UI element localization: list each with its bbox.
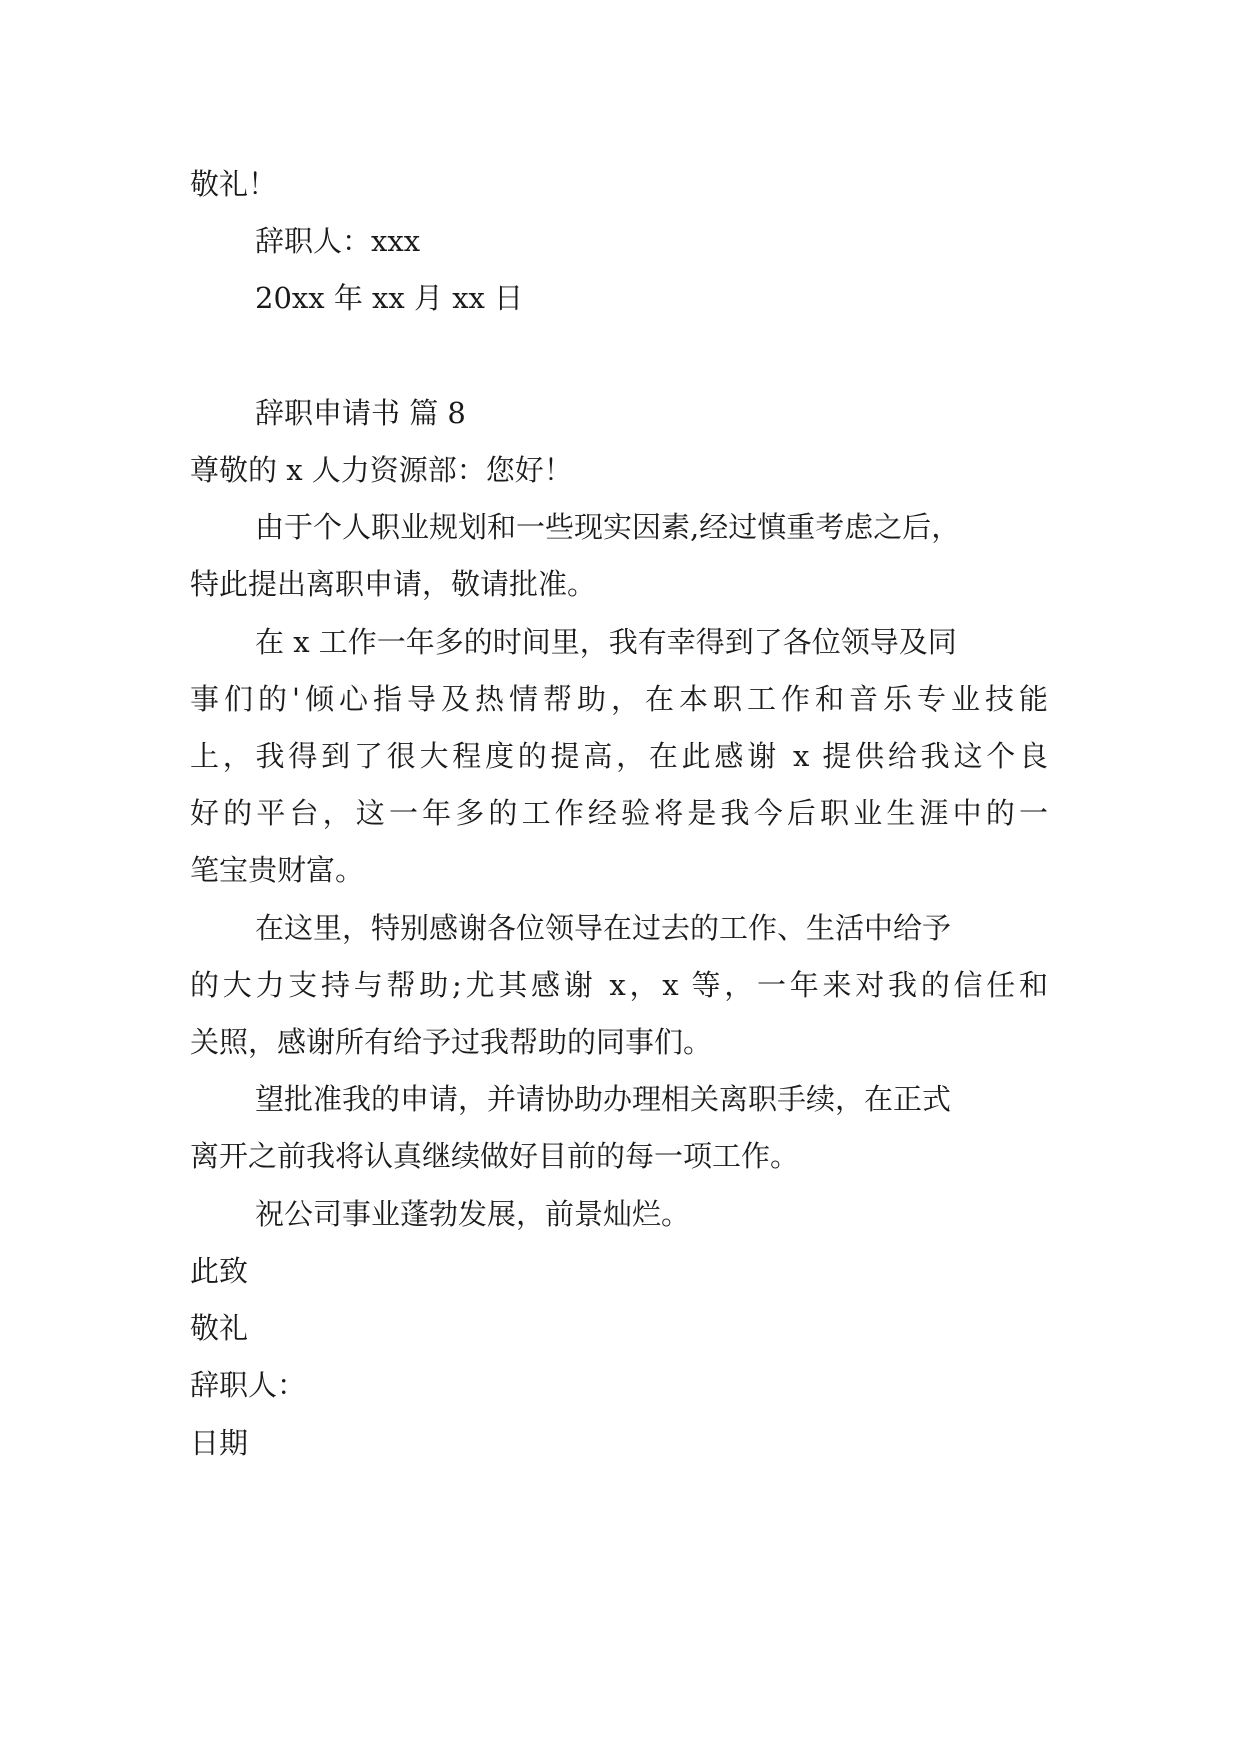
closing-jing-li: 敬礼 [190, 1311, 249, 1345]
paragraph-line: 上，我得到了很大程度的提高，在此感谢 x 提供给我这个良 [190, 739, 1048, 773]
paragraph-line: 离开之前我将认真继续做好目前的每一项工作。 [190, 1139, 800, 1173]
closing-ci-zhi: 此致 [190, 1254, 249, 1288]
paragraph-line: 在这里，特别感谢各位领导在过去的工作、生活中给予 [255, 911, 952, 945]
paragraph-line: 特此提出离职申请，敬请批准。 [190, 567, 597, 601]
closing-signer: 辞职人： [190, 1368, 307, 1402]
signer-previous: 辞职人：xxx [255, 224, 421, 258]
paragraph-line: 祝公司事业蓬勃发展，前景灿烂。 [255, 1197, 691, 1231]
paragraph-line: 望批准我的申请，并请协助办理相关离职手续，在正式 [255, 1082, 952, 1116]
paragraph-line: 的大力支持与帮助;尤其感谢 x，x 等，一年来对我的信任和 [190, 968, 1048, 1002]
letter-title: 辞职申请书 篇 8 [255, 396, 466, 430]
paragraph-line: 关照，感谢所有给予过我帮助的同事们。 [190, 1025, 713, 1059]
paragraph-line: 事们的'倾心指导及热情帮助，在本职工作和音乐专业技能 [190, 682, 1048, 716]
closing-salute-previous: 敬礼！ [190, 167, 278, 201]
paragraph-line: 在 x 工作一年多的时间里，我有幸得到了各位领导及同 [255, 625, 957, 659]
letter-greeting: 尊敬的 x 人力资源部：您好！ [190, 453, 573, 487]
closing-date: 日期 [190, 1426, 249, 1460]
date-previous: 20xx 年 xx 月 xx 日 [255, 281, 524, 315]
paragraph-line: 由于个人职业规划和一些现实因素,经过慎重考虑之后， [255, 510, 961, 544]
paragraph-line: 好的平台，这一年多的工作经验将是我今后职业生涯中的一 [190, 796, 1048, 830]
paragraph-line: 笔宝贵财富。 [190, 853, 365, 887]
